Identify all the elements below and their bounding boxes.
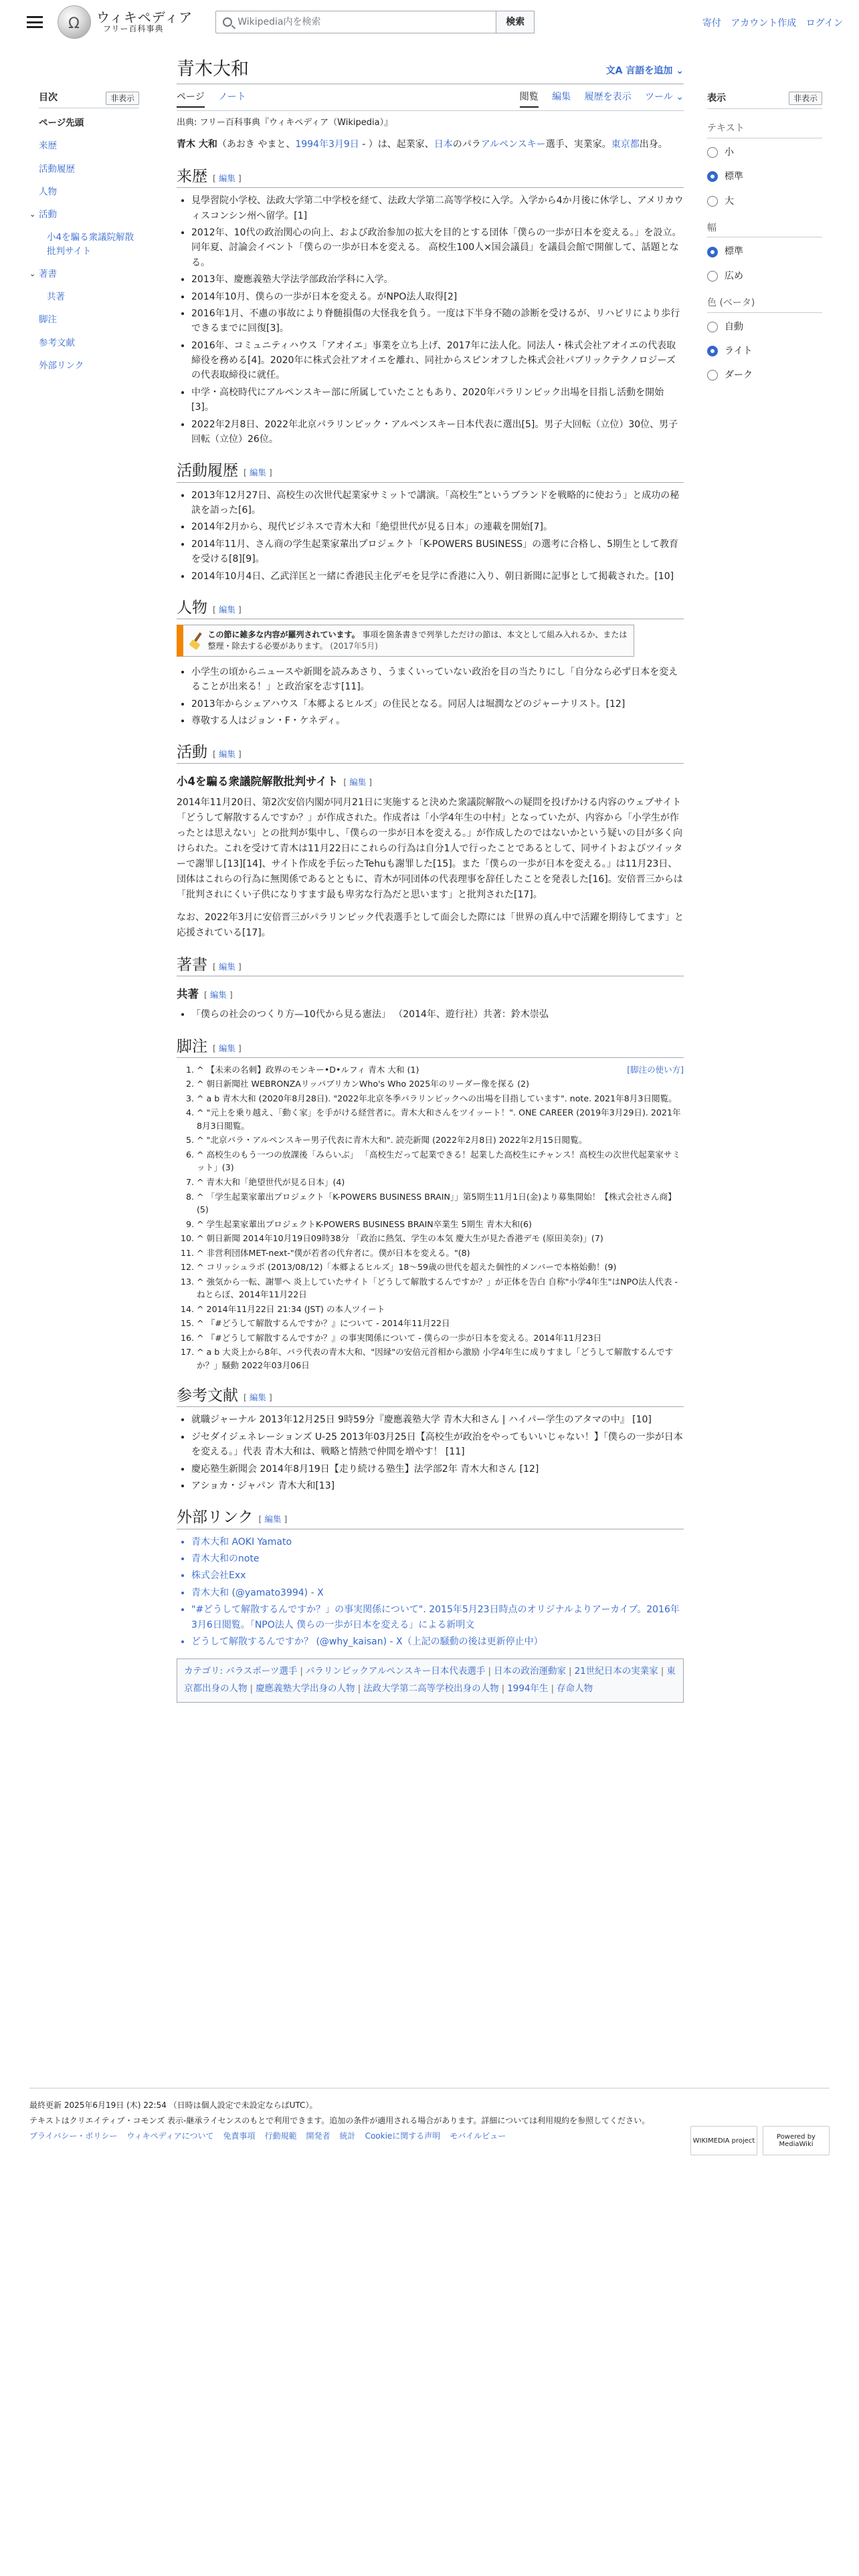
toc-item-label: 活動 [39,209,57,220]
activity-history-item: • 2014年11月、さん商の学生起業家輩出プロジェクト「K-POWERS BUSINESS」の選考に合格し、5期生として教育を受ける[8][9]。 [191,537,684,567]
category-separator: | [569,1666,572,1677]
category-separator: | [488,1666,491,1677]
note-item: 1. ^ 【未来の名刺】政界のモンキー•D•ルフィ 青木 大和 (1) [197,1063,684,1077]
coauthor-item: • 「僕らの社会のつくり方—10代から見る憲法」 （2014年、遊行社）共著：鈴木崇弘 [191,1007,684,1022]
donate-link[interactable]: 寄付 [702,18,721,29]
edit-link[interactable]: 編集 [218,604,235,615]
category-link[interactable]: 法政大学第二高等学校出身の人物 [363,1683,499,1694]
category-link[interactable]: 存命人物 [557,1683,593,1694]
external-link-item[interactable]: • 青木大和のnote [191,1551,684,1566]
person-item: • 2013年からシェアハウス「本郷よるヒルズ」の住民となる。同居人は堀潤などのジャーナリスト。[12] [191,697,684,712]
main-content [177,58,684,1703]
history-item: • 2013年、慶應義塾大学法学部政治学科に入学。 [191,272,684,287]
wikipedia-logo[interactable] [58,5,193,39]
category-separator: | [300,1666,303,1677]
add-language-button[interactable]: 文A 言語を追加 ⌄ [605,65,684,76]
history-item: • 2014年10月、僕らの一歩が日本を変える。がNPO法人取得[2] [191,290,684,304]
person-list [191,665,684,729]
broom-icon [189,632,201,649]
category-link[interactable]: パラリンピックアルペンスキー日本代表選手 [305,1666,486,1677]
external-link-item[interactable]: • "#どうして解散するんですか？」の事実関係について". 2015年5月23日時点のオリジナルよりアーカイブ。2016年3月6日閲覧。「NPO法人 僕らの一歩が日本を変える」による新明文 [191,1602,684,1632]
reference-item: • ジセダイジェネレーションズ U-25 2013年03月25日【高校生が政治をやってもいいじゃない！】「僕らの一歩が日本を変える。」代表 青木大和は、戦略と情熱で仲間を増やす！ [11] [191,1430,684,1460]
category-separator: | [660,1666,664,1677]
external-link-item[interactable]: • 株式会社Exx [191,1568,684,1583]
section-activity: 活動 [ 編集 ] [177,742,684,764]
note-item: 2. ^ 朝日新聞社 WEBRONZAリッパブリカンWho's Who 2025年のリーダー像を探る (2) [197,1077,684,1091]
toc-item[interactable] [39,185,139,199]
reference-item: • 慶応塾生新聞会 2014年8月19日【走り続ける塾生】法学部2年 青木大和さん [12] [191,1462,684,1477]
last-modified: 最終更新 2025年6月19日 (木) 22:54 （日時は個人設定で未設定ならばUTC）。 [29,2101,318,2110]
activity-paragraph-2: なお、2022年3月に安倍晋三がパラリンピック代表選手として面会した際には「世界の真ん中で活躍を期待してます」と応援されている[17]。 [177,911,684,938]
toc-item[interactable] [39,139,139,152]
edit-link[interactable]: 編集 [218,961,235,972]
edit-link[interactable]: 編集 [218,1043,235,1053]
external-link-item[interactable]: • どうして解散するんですか？ (@why_kaisan) - X（上記の騒動の後は更新停止中） [191,1634,684,1649]
width-heading: 幅 [707,221,822,237]
color-heading: 色 (ベータ) [707,296,822,312]
category-separator: | [357,1683,361,1694]
person-item: • 尊敬する人はジョン・F・ケネディ。 [191,714,684,728]
edit-link[interactable]: 編集 [249,1392,266,1403]
activity-history-list [191,488,684,584]
login-link[interactable]: ログイン [805,18,843,29]
category-link[interactable]: 日本の政治運動家 [494,1666,566,1677]
user-nav [696,16,843,31]
history-item: • 2016年、コミュニティハウス「アオイエ」事業を立ち上げ、2017年に法人化。同法人・株式会社アオイエの代表取締役を務める[4]。2020年に株式会社アオイエを離れ、同社からスピンオフした株式会社パブリックテクノロジーズの代表取締役に就任。 [191,338,684,383]
tab-tools[interactable]: ツール ⌄ [645,92,684,103]
history-item: • 2022年2月8日、2022年北京パラリンピック・アルペンスキー日本代表に選出[5]。男子大回転（立位）30位、男子回転（立位）26位。 [191,417,684,447]
toc-hide-button[interactable]: 非表示 [106,92,139,105]
note-item: 3. ^ a b 青木大和 (2020年8月28日). "2022年北京冬季パラリンピックへの出場を目指しています". note. 2021年8月3日閲覧。 [197,1092,684,1105]
external-link-item[interactable]: • 青木大和 AOKI Yamato [191,1535,684,1549]
notes-list [197,1063,684,1372]
color-dark[interactable]: ダーク [707,368,822,383]
note-item: 14. ^ 2014年11月22日 21:34 (JST) の本人ツイート [197,1303,684,1316]
width-standard[interactable]: 標準 [707,244,822,259]
text-size-large[interactable]: 大 [707,194,822,209]
references-list [191,1412,684,1493]
note-item: 15. ^ 『#どうして解散するんですか？』について - 2014年11月22日 [197,1317,684,1330]
edit-link[interactable]: 編集 [264,1514,282,1525]
chevron-down-icon[interactable]: ⌄ [29,269,36,278]
category-separator: | [501,1683,505,1694]
color-light[interactable]: ライト [707,344,822,358]
width-wide[interactable]: 広め [707,269,822,284]
edit-link[interactable]: 編集 [218,173,235,183]
appearance-panel [707,91,822,393]
search-button[interactable]: 検索 [496,11,535,33]
toc-item-label: 来歴 [39,140,57,152]
history-item: • 中学・高校時代にアルペンスキー部に所属していたこともあり、2020年パラリンピック出場を目指し活動を開始[3]。 [191,385,684,415]
section-history: 来歴 [ 編集 ] [177,166,684,188]
color-auto[interactable]: 自動 [707,320,822,334]
toc-item[interactable] [39,359,139,372]
toc-item-label: 参考文献 [39,337,75,348]
footer-link[interactable]: 開発者 [306,2131,330,2141]
toc-item-label: 活動履歴 [39,163,75,175]
external-link-item[interactable]: • 青木大和 (@yamato3994) - X [191,1586,684,1600]
tab-read[interactable]: 閲覧 [520,92,539,108]
category-separator: | [250,1683,254,1694]
chevron-down-icon[interactable]: ⌄ [29,210,36,219]
appearance-title: 表示 [707,93,726,104]
section-references: 参考文献 [ 編集 ] [177,1385,684,1407]
activity-history-item: • 2014年2月から、現代ビジネスで青木大和「絶望世代が見る日本」の連載を開始[7]。 [191,520,684,534]
main-menu-icon[interactable] [27,16,43,28]
text-size-standard[interactable]: 標準 [707,169,822,184]
edit-link[interactable]: 編集 [209,989,227,1000]
edit-link[interactable]: 編集 [249,467,266,478]
site-subtitle: フリー百科事典 [103,24,164,34]
page-title: 青木大和 [177,59,249,80]
external-links-list [191,1535,684,1650]
toc-item-label: 小4を騙る衆議院解散批判サイト [47,232,134,257]
activity-history-item: • 2013年12月27日、高校生の次世代起業家サミットで講演。「高校生”というブランドを戦略的に使おう」と成功の秘訣を語った[6]。 [191,488,684,518]
footer-link[interactable]: ウィキペディアについて [126,2131,214,2141]
person-item: • 小学生の頃からニュースや新聞を読みあさり、うまくいっていない政治を目の当たりにし「自分なら必ず日本を変えることが出来る！」と政治家を志す[11]。 [191,665,684,695]
note-item: 10. ^ 朝日新聞 2014年10月19日09時38分 「政治に熱気、学生の本気 慶大生が見た香港デモ (原田美奈)」(7) [197,1232,684,1245]
page-tabs [177,84,684,111]
category-link[interactable]: 21世紀日本の実業家 [574,1666,658,1677]
toc-item-label: 脚注 [39,314,57,326]
footer-link[interactable]: モバイルビュー [450,2131,506,2141]
note-item: 11. ^ 非営利団体MET-next-"僕が若者の代弁者に。僕が日本を変える。"(8) [197,1247,684,1260]
category-link[interactable]: 1994年生 [507,1683,549,1694]
license-text: テキストはクリエイティブ・コモンズ 表示-継承ライセンスのもとで利用できます。追加の条件が適用される場合があります。詳細については利用規約を参照してください。 [29,2115,650,2125]
subsection-site: 小4を騙る衆議院解散批判サイト [ 編集 ] [177,775,373,788]
top-header [0,0,859,44]
edit-link[interactable]: 編集 [218,749,235,760]
footer-link[interactable]: 免責事項 [223,2131,256,2141]
note-item: 5. ^ "北京パラ・アルペンスキー男子代表に青木大和". 読売新聞 (2022年2月8日) 2022年2月15日閲覧。 [197,1134,684,1147]
table-of-contents [29,91,139,382]
tab-history[interactable]: 履歴を表示 [584,92,632,103]
toc-item[interactable] [39,290,139,304]
toc-item-label: 著書 [39,268,57,280]
section-activity-history: 活動履歴 [ 編集 ] [177,460,684,482]
appearance-hide-button[interactable]: 非表示 [789,92,822,105]
category-link[interactable]: カテゴリ: パラスポーツ選手 [184,1666,298,1677]
toc-item-label: 人物 [39,186,57,197]
history-item: • 2012年、10代の政治関心の向上、および政治参加の拡大を目的とする団体「僕らの一歩が日本を変える。」を設立。同年夏、討論会イベント「僕らの一歩が日本を変える。 高校生100人×国会議員」を議員会館で開催して、話題となる。 [191,225,684,270]
notes-help-link[interactable]: [脚注の使い方] [627,1064,684,1075]
cleanup-notice: この節に雑多な内容が羅列されています。 事項を箇条書きで列挙しただけの節は、本文として組み入れるか、または整理・除去する必要があります。 (2017年5月) [177,625,634,657]
toc-item[interactable] [39,313,139,326]
activity-paragraph-1: 2014年11月20日、第2次安倍内閣が同月21日に実施すると決めた衆議院解散への疑問を投げかける内容のウェブサイト「どうして解散するんですか？」が作成された。作成者は「小学4年生の中村」となっていたが、内容から「小学生が作ったとは思えない」との批判が集中し、「僕らの一歩が日本を変える。」が作成したのではないかという疑いの目が多く向けられた。これを受けて青木は11月22日にこれらの行為は自分1人で行ったことであるとして、同サイトおよびツイッターで謝罪し[13][14]、サイト作成を手伝ったTehuも謝罪した[15]。また「僕らの一歩が日本を変える。」は11月23日、団体はこれらの行為に無関係であるとともに、青木が同団体の代表理事を辞任したことを発表した[16]。安倍晋三からは「批判されにくい子供になりすます最も卑劣な行為だと思います」と批判された[17]。 [177,796,683,901]
toc-item-label: ページ先頭 [39,118,84,128]
toc-title: 目次 [39,92,58,103]
note-item: 6. ^ 高校生のもう一つの放課後「みらいぶ」 「高校生だって起業できる！起業した高校生にチャンス！高校生の次世代起業家サミット」(3) [197,1148,684,1174]
note-item: 8. ^ 「学生起業家輩出プロジェクト「K-POWERS BUSINESS BRAIN」」第5期生11月1日(金)より募集開始！【株式会社さん商】(5) [197,1190,684,1216]
mediawiki-badge[interactable]: Powered by MediaWiki [763,2126,830,2155]
intro-paragraph: 青木 大和（あおき やまと、1994年3月9日 - ）は、起業家、日本のパラアルペンスキー選手、実業家。東京都出身。 [177,138,668,150]
note-item: 17. ^ a b 大炎上から8年、パラ代表の青木大和、"因縁"の安倍元首相から激励 小学4年生に成りすまし「どうして解散するんですか？」騒動 2022年03月06日 [197,1346,684,1372]
tab-talk[interactable]: ノート [218,92,246,103]
toc-item[interactable] [29,267,139,281]
category-separator: | [551,1683,555,1694]
text-size-heading: テキスト [707,121,822,138]
category-link[interactable]: 慶應義塾大学出身の人物 [256,1683,355,1694]
text-size-small[interactable]: 小 [707,145,822,160]
category-link[interactable]: 東京都出身の人物 [184,1666,676,1694]
footer-link[interactable]: 統計 [339,2131,356,2141]
create-account-link[interactable]: アカウント作成 [731,18,797,29]
section-external-links: 外部リンク [ 編集 ] [177,1507,684,1529]
wikimedia-badge[interactable]: WIKIMEDIA project [690,2126,757,2155]
note-item: 16. ^ 『#どうして解散するんですか？』の事実関係について - 僕らの一歩が日本を変える。2014年11月23日 [197,1331,684,1345]
footer-link[interactable]: プライバシー・ポリシー [29,2131,118,2141]
reference-item: • 就職ジャーナル 2013年12月25日 9時59分『慶應義塾大学 青木大和さん | ハイパー学生のアタマの中』 [10] [191,1412,684,1427]
history-list [191,193,684,447]
toc-item[interactable] [29,208,139,221]
section-person: 人物 [ 編集 ] [177,597,684,619]
category-box [177,1658,684,1702]
history-item: • 見學習院小学校、法政大学第二中学校を経て、法政大学第二高等学校に入学。入学から4か月後に休学し、アメリカウィスコンシン州へ留学。[1] [191,193,684,223]
edit-link[interactable]: 編集 [349,777,367,788]
toc-item[interactable] [39,231,139,258]
reference-item: • アショカ・ジャパン 青木大和[13] [191,1479,684,1493]
toc-item[interactable] [39,336,139,350]
note-item: 4. ^ "元上を乗り越え、「動く家」を手がける経営者に。青木大和さんをツイッート！". ONE CAREER (2019年3月29日). 2021年8月3日閲覧。 [197,1106,684,1132]
tab-edit[interactable]: 編集 [552,92,571,103]
note-item: 9. ^ 学生起業家輩出プロジェクトK-POWERS BUSINESS BRAIN卒業生 5期生 青木大和(6) [197,1218,684,1231]
site-title: ウィキペディア [96,9,193,26]
note-item: 7. ^ 青木大和「絶望世代が見る日本」(4) [197,1176,684,1189]
subsection-coauthor: 共著 [ 編集 ] [177,987,233,1000]
section-notes: 脚注 [ 編集 ] [177,1036,684,1058]
note-item: 13. ^ 強気から一転、謝罪へ 炎上していたサイト「どうして解散するんですか？」が正体を告白 自称"小学4年生"はNPO法人代表 - ねとらぼ、2014年11月22日 [197,1275,684,1301]
toc-item-label: 共著 [47,292,65,302]
toc-item[interactable] [39,116,139,130]
toc-item[interactable] [39,163,139,176]
activity-history-item: • 2014年10月4日、乙武洋匡と一緒に香港民主化デモを見学に香港に入り、朝日新聞に記事として掲載された。[10] [191,569,684,584]
page-source: 出典: フリー百科事典『ウィキペディア（Wikipedia）』 [177,118,393,128]
search-icon [223,17,232,27]
note-item: 12. ^ コリッシュラボ (2013/08/12)「本郷よるヒルズ」18〜59歳の世代を超えた個性的メンバーで本格始動！(9) [197,1261,684,1274]
footer-link[interactable]: 行動規範 [264,2131,297,2141]
history-item: • 2016年1月、不慮の事故により脊髄損傷の大怪我を負う。一度は下半身不随の診断を受けるが、リハビリにより歩行できるまでに回復[3]。 [191,306,684,336]
toc-item-label: 外部リンク [39,360,84,371]
tab-page[interactable]: ページ [177,92,205,108]
wikipedia-globe-icon [58,5,91,39]
footer [29,2088,830,2148]
search-placeholder: Wikipedia内を検索 [237,16,321,27]
section-books: 著書 [ 編集 ] [177,954,684,976]
search-input[interactable] [215,11,496,33]
search-form [215,11,535,33]
footer-link[interactable]: Cookieに関する声明 [365,2131,441,2141]
